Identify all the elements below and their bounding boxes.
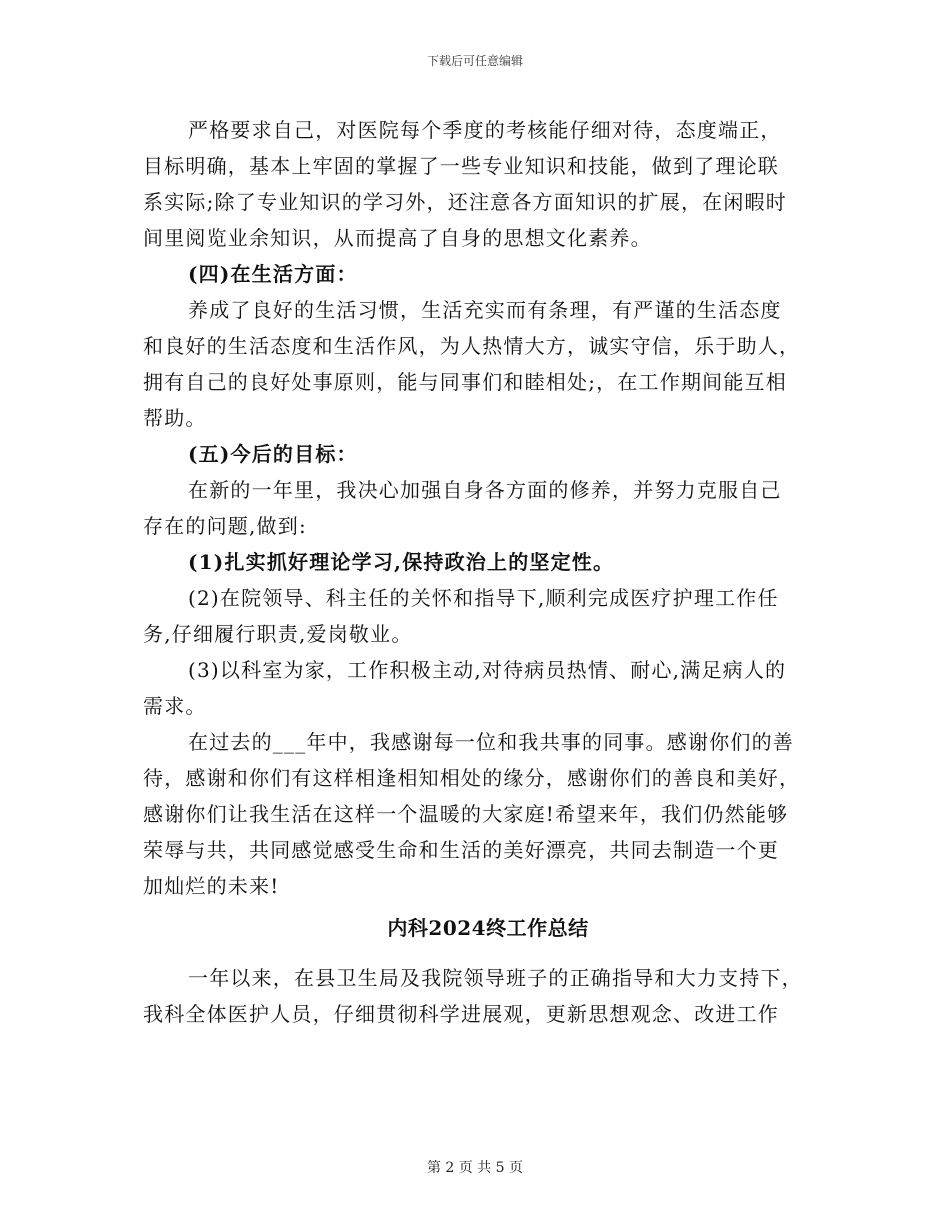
paragraph-line: 我科全体医护人员，仔细贯彻科学进展观，更新思想观念、改进工作 [143,1002,779,1026]
goal-item-1: (1)扎实抓好理论学习,保持政治上的坚定性。 [188,550,615,574]
goal-item-3: (3)以科室为家，工作积极主动,对待病员热情、耐心,满足病人的 [188,658,787,682]
document-body [143,112,833,1032]
section-heading-goals: (五)今后的目标： [188,442,358,466]
paragraph-line: 间里阅览业余知识，从而提高了自身的思想文化素养。 [143,226,652,250]
paragraph-line: 拥有自己的良好处事原则，能与同事们和睦相处;，在工作期间能互相 [143,370,787,394]
paragraph-line: 在新的一年里，我决心加强自身各方面的修养，并努力克服自己 [188,478,782,502]
paragraph-line: 帮助。 [143,406,207,430]
page-header-note: 下载后可任意编辑 [426,54,523,68]
paragraph-line: 务,仔细履行职责,爱岗敬业。 [143,622,413,646]
paragraph-line: 加灿烂的未来! [143,874,280,898]
paragraph-line: 系实际;除了专业知识的学习外，还注意各方面知识的扩展，在闲暇时 [143,190,787,214]
paragraph-line: 目标明确，基本上牢固的掌握了一些专业知识和技能，做到了理论联 [143,154,779,178]
paragraph-line: 在过去的___年中，我感谢每一位和我共事的同事。感谢你们的善 [188,730,794,754]
paragraph-line: 一年以来，在县卫生局及我院领导班子的正确指导和大力支持下， [188,966,803,990]
paragraph-line: 严格要求自己，对医院每个季度的考核能仔细对待，态度端正， [188,118,782,142]
paragraph-line: 需求。 [143,694,207,718]
paragraph-line: 感谢你们让我生活在这样一个温暖的大家庭!希望来年，我们仍然能够 [143,802,789,826]
page-number-footer: 第 2 页 共 5 页 [426,1160,524,1176]
paragraph-line: 存在的问题,做到: [143,514,307,538]
goal-item-2: (2)在院领导、科主任的关怀和指导下,顺利完成医疗护理工作任 [188,586,779,610]
paragraph-line: 和良好的生活态度和生活作风，为人热情大方，诚实守信，乐于助人， [143,334,801,358]
paragraph-line: 荣辱与共，共同感觉感受生命和生活的美好漂亮，共同去制造一个更 [143,838,779,862]
section-heading-life: (四)在生活方面： [188,262,358,286]
paragraph-line: 待，感谢和你们有这样相逢相知相处的缘分，感谢你们的善良和美好， [143,766,801,790]
document-title: 内科2024终工作总结 [387,916,589,940]
paragraph-line: 养成了良好的生活习惯，生活充实而有条理，有严谨的生活态度 [188,298,782,322]
